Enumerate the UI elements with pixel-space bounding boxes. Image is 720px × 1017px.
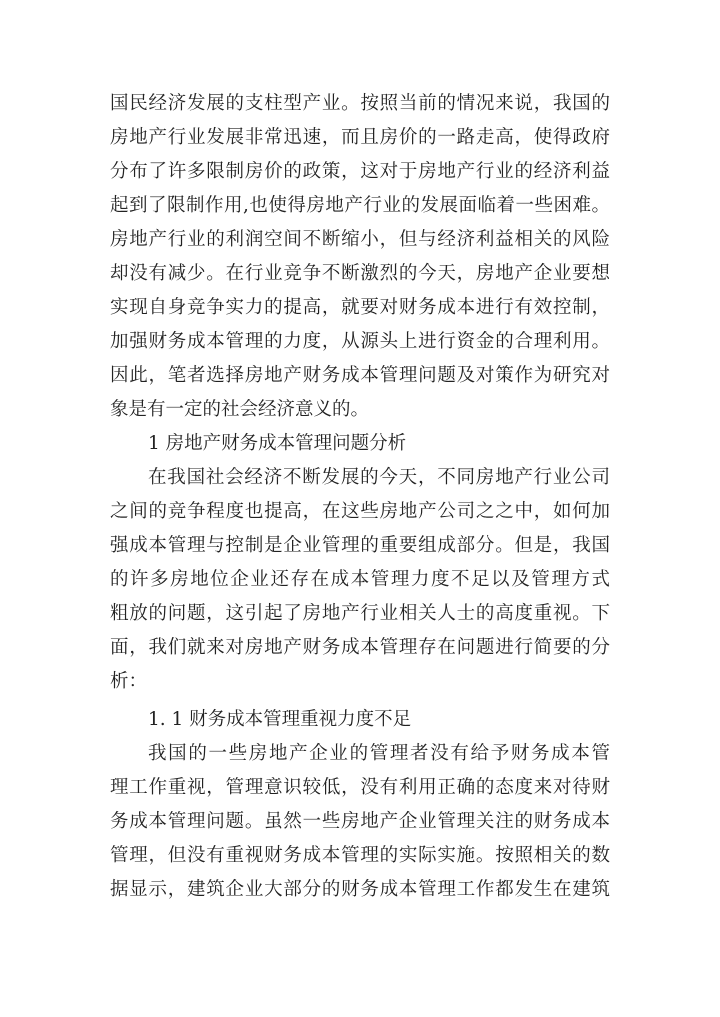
- paragraph-line: 的许多房地位企业还存在成本管理力度不足以及管理方式: [110, 569, 610, 590]
- paragraph-line: 理工作重视，管理意识较低，没有利用正确的态度来对待财: [110, 777, 610, 798]
- paragraph-line: 管理，但没有重视财务成本管理的实际实施。按照相关的数: [110, 845, 610, 866]
- paragraph-line: 分布了许多限制房价的政策，这对于房地产行业的经济利益: [110, 161, 610, 182]
- paragraph-line: 因此，笔者选择房地产财务成本管理问题及对策作为研究对: [110, 365, 610, 386]
- paragraph-line: 象是有一定的社会经济意义的。: [110, 399, 370, 420]
- paragraph-line: 在我国社会经济不断发展的今天，不同房地产行业公司: [148, 467, 610, 488]
- paragraph-line: 据显示，建筑企业大部分的财务成本管理工作都发生在建筑: [110, 879, 610, 900]
- paragraph-line: 析：: [110, 671, 148, 692]
- paragraph-line: 粗放的问题，这引起了房地产行业相关人士的高度重视。下: [110, 603, 610, 624]
- paragraph-line: 务成本管理问题。虽然一些房地产企业管理关注的财务成本: [110, 811, 610, 832]
- paragraph-line: 房地产行业发展非常迅速，而且房价的一路走高，使得政府: [110, 127, 610, 148]
- paragraph-line: 加强财务成本管理的力度，从源头上进行资金的合理利用。: [110, 331, 610, 352]
- paragraph-line: 强成本管理与控制是企业管理的重要组成部分。但是，我国: [110, 535, 610, 556]
- section-heading: 1 房地产财务成本管理问题分析: [148, 433, 407, 454]
- paragraph-line: 我国的一些房地产企业的管理者没有给予财务成本管: [148, 743, 610, 764]
- paragraph-line: 之间的竞争程度也提高，在这些房地产公司之之中，如何加: [110, 501, 610, 522]
- paragraph-line: 国民经济发展的支柱型产业。按照当前的情况来说，我国的: [110, 93, 610, 114]
- subsection-heading: 1. 1 财务成本管理重视力度不足: [148, 709, 412, 730]
- paragraph-line: 房地产行业的利润空间不断缩小，但与经济利益相关的风险: [110, 229, 610, 250]
- paragraph-line: 面，我们就来对房地产财务成本管理存在问题进行简要的分: [110, 637, 610, 658]
- paragraph-line: 实现自身竞争实力的提高，就要对财务成本进行有效控制，: [110, 297, 610, 318]
- paragraph-line: 却没有减少。在行业竞争不断激烈的今天，房地产企业要想: [110, 263, 610, 284]
- paragraph-line: 起到了限制作用,也使得房地产行业的发展面临着一些困难。: [110, 195, 610, 216]
